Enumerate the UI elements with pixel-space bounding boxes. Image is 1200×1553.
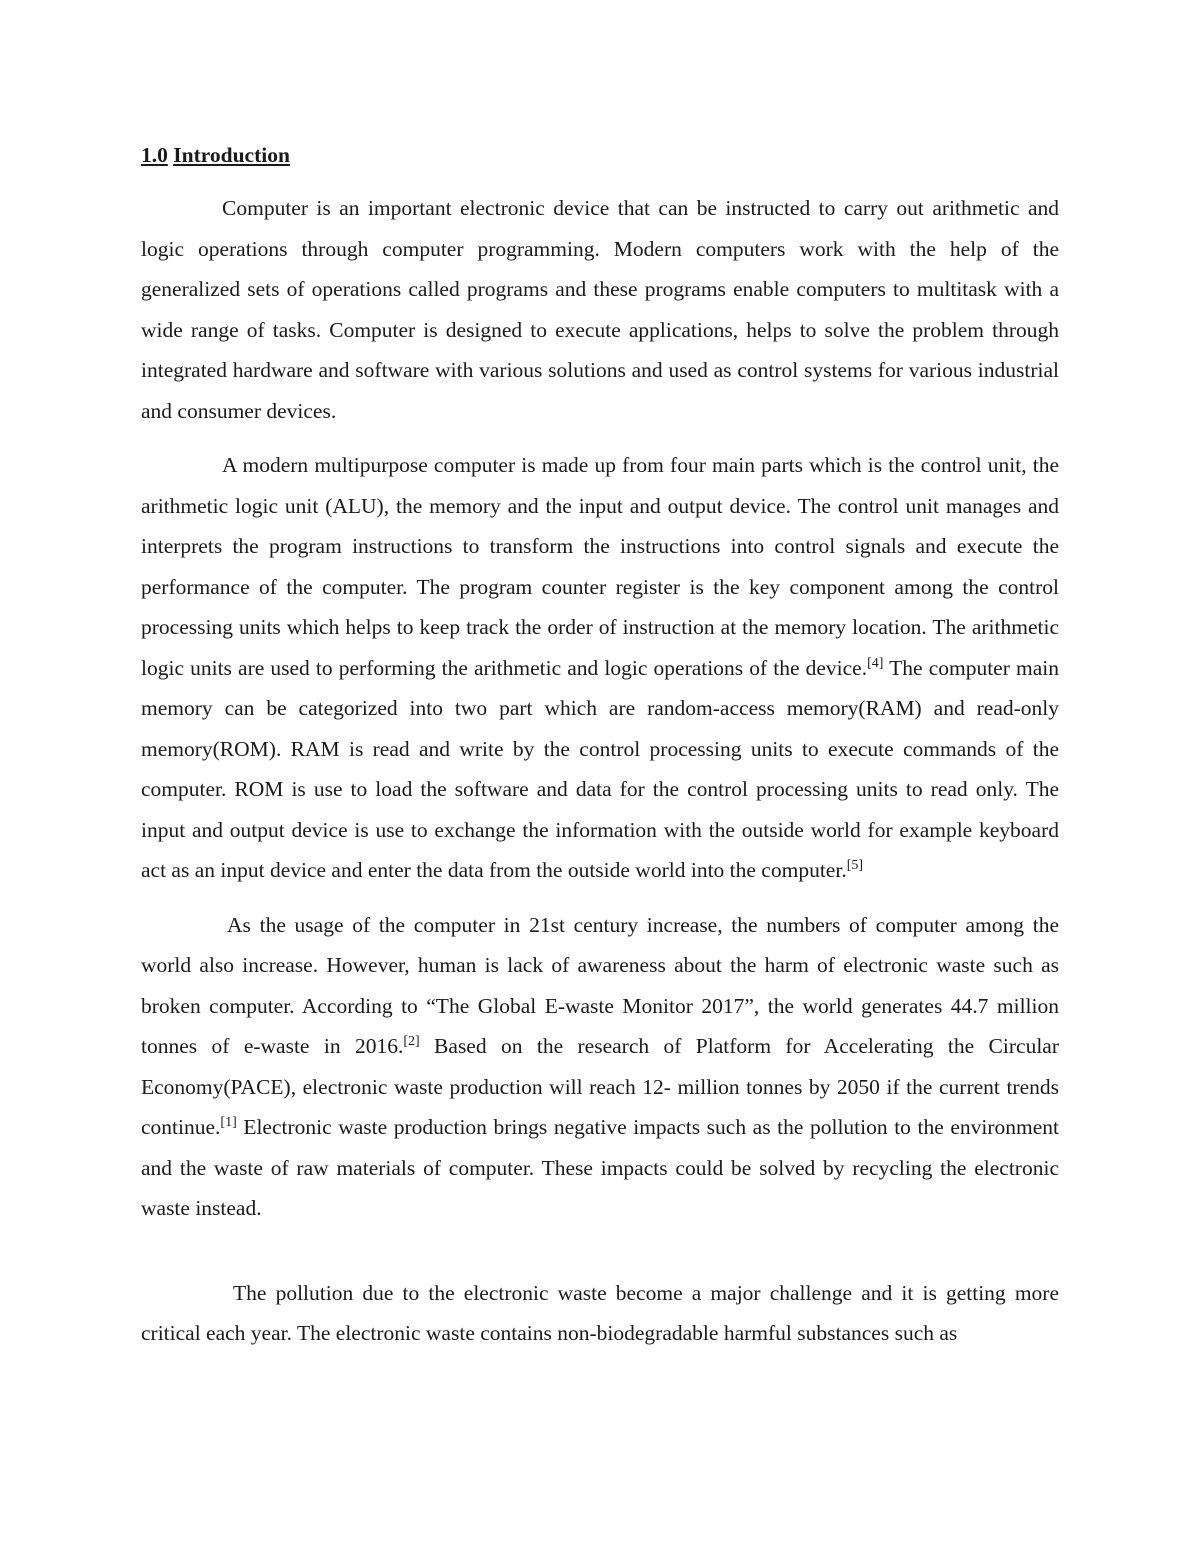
paragraph-3-text-3: Electronic waste production brings negative impacts such as the pollution to the environment and the waste of raw materials of computer. These impacts could be solved by recycling the electronic waste instead. — [141, 1115, 1059, 1220]
section-number: 1.0 — [141, 143, 168, 167]
section-title: Introduction — [173, 143, 290, 167]
paragraph-3-text-2: Based on the research of Platform for Accelerating the Circular Economy(PACE), electronic waste production will reach 12- million tonnes by 2050 if the current trends continue. — [141, 1034, 1059, 1139]
citation-4: [4] — [867, 655, 884, 671]
paragraph-2-text-2: The computer main memory can be categorized into two part which are random-access memory(RAM) and read-only memory(ROM). RAM is read and write by the control processing units to execute commands of the computer. ROM is use to load the software and data for the control processing units to read only. The input and output device is use to exchange the information with the outside world for example keyboard act as an input device and enter the data from the outside world into the computer. — [141, 655, 1059, 882]
paragraph-2-text-1: A modern multipurpose computer is made up from four main parts which is the control unit, the arithmetic logic unit (ALU), the memory and the input and output device. The control unit manages and interprets the program instructions to transform the instructions into control signals and execute the performance of the computer. The program counter register is the key component among the control processing units which helps to keep track the order of instruction at the memory location. The arithmetic logic units are used to performing the arithmetic and logic operations of the device. — [141, 453, 1059, 680]
section-heading — [141, 138, 1059, 172]
citation-1: [1] — [220, 1114, 237, 1130]
paragraph-1-text: Computer is an important electronic device that can be instructed to carry out arithmetic and logic operations through computer programming. Modern computers work with the help of the generalized sets of operations called programs and these programs enable computers to multitask with a wide range of tasks. Computer is designed to execute applications, helps to solve the problem through integrated hardware and software with various solutions and used as control systems for various industrial and consumer devices. — [141, 196, 1059, 423]
document-body — [141, 138, 1059, 1368]
citation-5: [5] — [846, 857, 864, 873]
paragraph-1 — [141, 188, 1059, 431]
paragraph-4-text: The pollution due to the electronic waste become a major challenge and it is getting more critical each year. The electronic waste contains non-biodegradable harmful substances such as — [141, 1280, 1059, 1345]
citation-2: [2] — [403, 1033, 420, 1049]
paragraph-2 — [141, 445, 1059, 891]
paragraph-4 — [141, 1273, 1059, 1354]
paragraph-3 — [141, 905, 1059, 1229]
paragraph-3-text-1: As the usage of the computer in 21st century increase, the numbers of computer among the world also increase. However, human is lack of awareness about the harm of electronic waste such as broken computer. According to “The Global E-waste Monitor 2017”, the world generates 44.7 million tonnes of e-waste in 2016. — [141, 912, 1059, 1058]
